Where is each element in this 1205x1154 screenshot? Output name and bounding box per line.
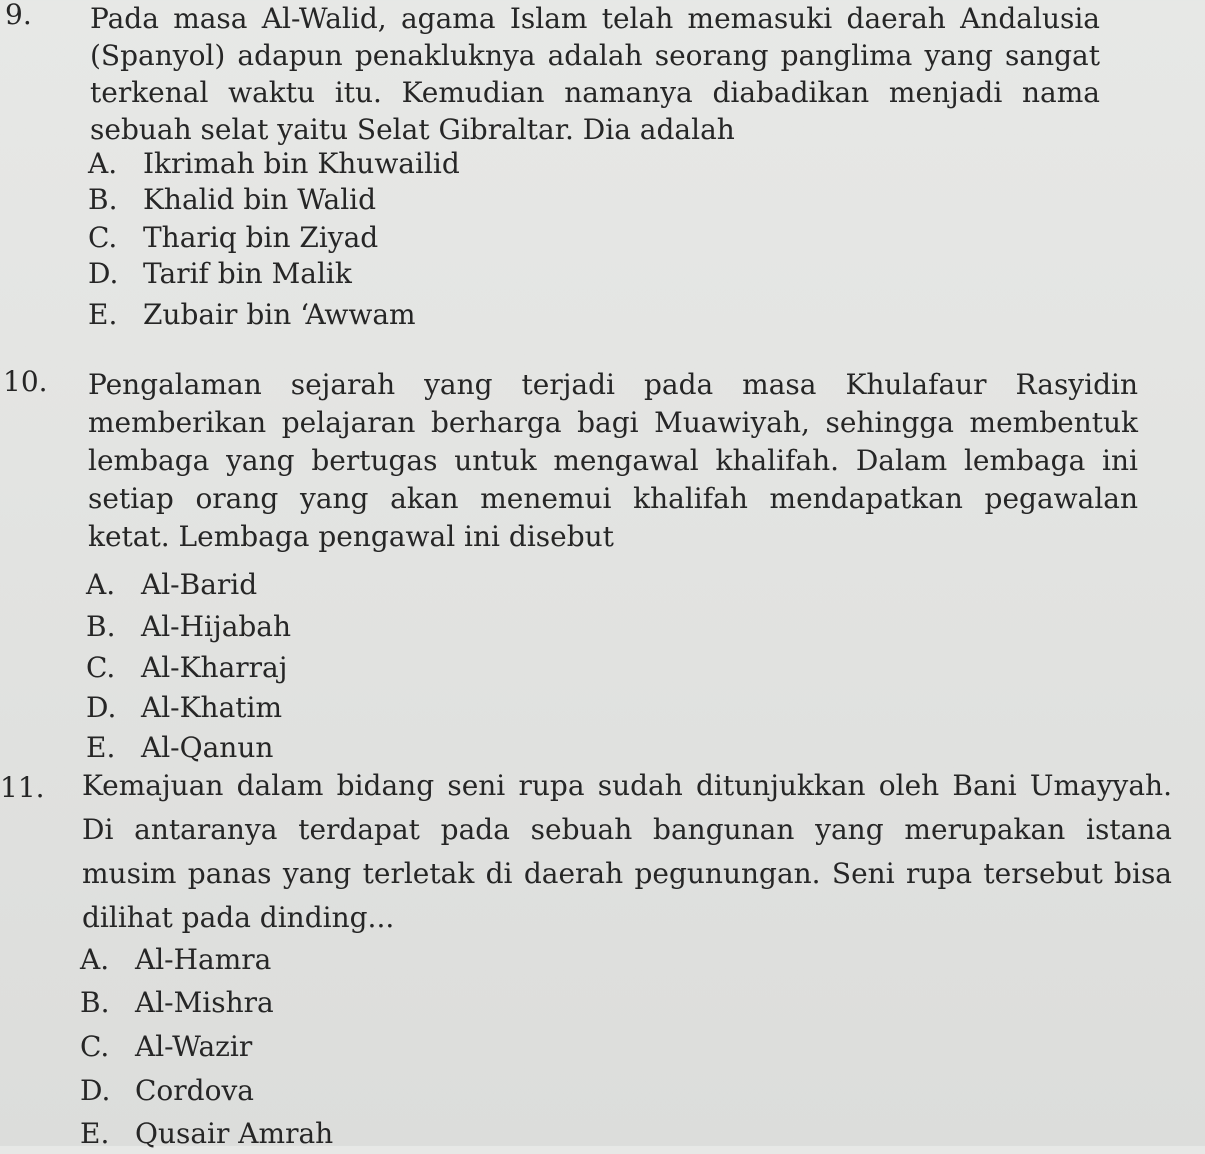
- question-10-option-d[interactable]: [86, 688, 282, 728]
- question-10-option-c[interactable]: [86, 648, 287, 688]
- question-10-stem: Pengalaman sejarah yang terjadi pada masa Khulafaur Rasyidin memberikan pelajaran berharga bagi Muawiyah, sehingga membentuk lembaga yang bertugas untuk mengawal khalifah. Dalam lembaga ini setiap orang yang akan menemui khalifah mendapatkan pegawalan ketat. Lembaga pengawal ini disebut: [88, 368, 1138, 553]
- option-text: Al-Kharraj: [141, 651, 288, 684]
- question-9-option-c[interactable]: [88, 218, 378, 258]
- question-9-option-a[interactable]: [88, 144, 460, 184]
- option-text: Al-Wazir: [135, 1030, 253, 1063]
- question-9-option-b[interactable]: [88, 180, 376, 220]
- option-text: Al-Hamra: [135, 943, 272, 976]
- option-letter: A.: [80, 943, 110, 976]
- option-letter: A.: [88, 147, 118, 180]
- question-10-option-b[interactable]: [86, 607, 291, 647]
- option-letter: D.: [88, 257, 119, 290]
- question-11-option-d[interactable]: [80, 1071, 254, 1111]
- question-9-number: 9.: [5, 0, 32, 31]
- option-letter: C.: [86, 651, 116, 684]
- option-letter: C.: [88, 221, 118, 254]
- option-text: Qusair Amrah: [135, 1117, 334, 1150]
- option-text: Al-Hijabah: [141, 610, 292, 643]
- question-11-number: 11.: [0, 771, 45, 804]
- question-9-stem: Pada masa Al-Walid, agama Islam telah memasuki daerah Andalusia (Spanyol) adapun penakluknya adalah seorang panglima yang sangat terkenal waktu itu. Kemudian namanya diabadikan menjadi nama sebuah selat yaitu Selat Gibraltar. Dia adalah: [90, 2, 1100, 146]
- question-10-number: 10.: [3, 365, 48, 398]
- question-11-option-b[interactable]: [80, 983, 274, 1023]
- question-10-option-a[interactable]: [86, 565, 257, 605]
- option-text: Khalid bin Walid: [143, 183, 377, 216]
- option-text: Al-Khatim: [141, 691, 283, 724]
- question-9-option-e[interactable]: [88, 295, 416, 335]
- question-11-stem: Kemajuan dalam bidang seni rupa sudah ditunjukkan oleh Bani Umayyah. Di antaranya terdapat pada sebuah bangunan yang merupakan istana musim panas yang terletak di daerah pegunungan. Seni rupa tersebut bisa dilihat pada dinding...: [82, 769, 1172, 934]
- option-letter: E.: [86, 731, 116, 764]
- question-11-option-c[interactable]: [80, 1027, 252, 1067]
- option-letter: C.: [80, 1030, 110, 1063]
- option-letter: B.: [88, 183, 118, 216]
- option-letter: B.: [80, 986, 110, 1019]
- option-text: Zubair bin ‘Awwam: [143, 298, 416, 331]
- option-text: Thariq bin Ziyad: [143, 221, 379, 254]
- option-letter: A.: [86, 568, 116, 601]
- option-text: Tarif bin Malik: [143, 257, 352, 290]
- option-text: Ikrimah bin Khuwailid: [143, 147, 460, 180]
- option-letter: E.: [80, 1117, 110, 1150]
- option-letter: D.: [80, 1074, 111, 1107]
- option-text: Al-Qanun: [141, 731, 274, 764]
- question-10-option-e[interactable]: [86, 728, 273, 768]
- question-11-option-e[interactable]: [80, 1114, 333, 1154]
- option-text: Cordova: [135, 1074, 254, 1107]
- option-letter: D.: [86, 691, 117, 724]
- option-text: Al-Barid: [141, 568, 258, 601]
- question-11-option-a[interactable]: [80, 940, 271, 980]
- option-text: Al-Mishra: [135, 986, 274, 1019]
- option-letter: E.: [88, 298, 118, 331]
- option-letter: B.: [86, 610, 116, 643]
- question-9-option-d[interactable]: [88, 254, 352, 294]
